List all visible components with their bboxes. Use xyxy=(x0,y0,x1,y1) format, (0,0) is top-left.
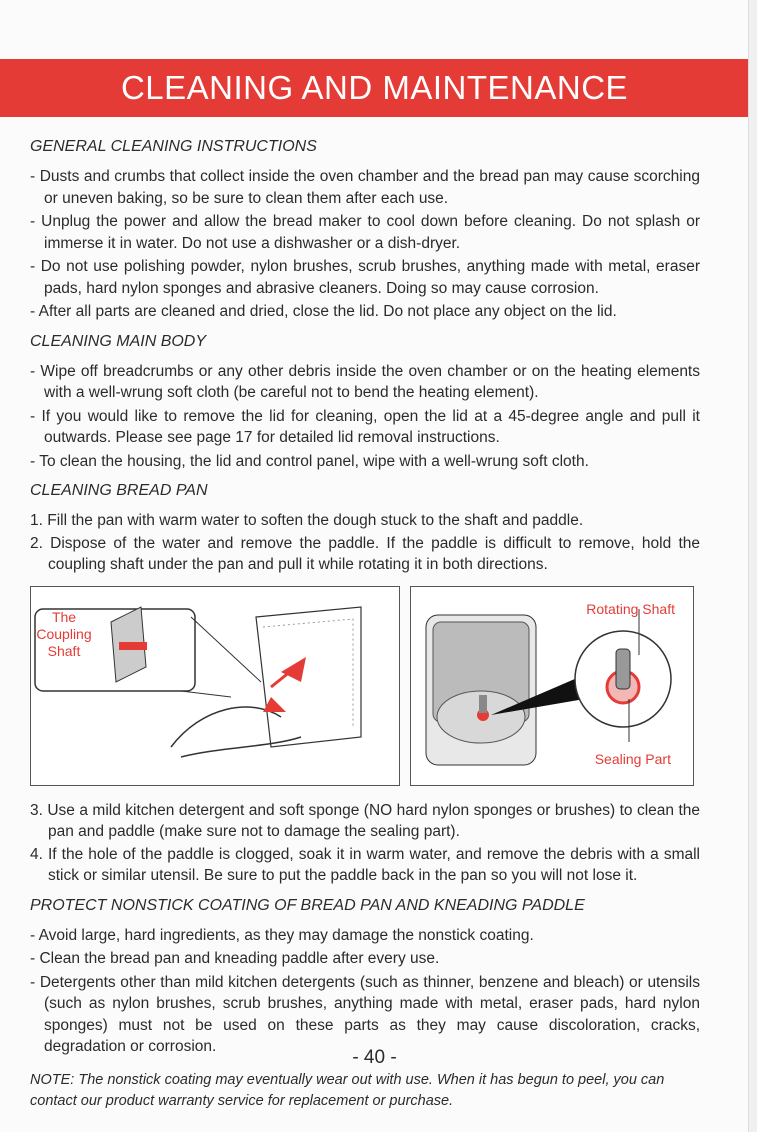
general-item-1: - Dusts and crumbs that collect inside the oven chamber and the bread pan may cause scorching or uneven baking, so be sure to clean them after each use. xyxy=(30,168,700,207)
figure-remove-paddle xyxy=(30,586,400,786)
heading-protect-nonstick: PROTECT NONSTICK COATING OF BREAD PAN AND KNEADING PADDLE xyxy=(30,896,585,914)
coupling-shaft-label: The Coupling Shaft xyxy=(36,608,92,659)
heading-bread-pan: CLEANING BREAD PAN xyxy=(30,482,208,499)
page-number: - 40 - xyxy=(352,1047,397,1068)
general-item-2: - Unplug the power and allow the bread maker to cool down before cleaning. Do not splash or immerse it in water. Do not use a dishwasher or a dish-dryer. xyxy=(30,213,700,252)
note-text: NOTE: The nonstick coating may eventually wear out with use. When it has begun to peel, you can contact our product warranty service for replacement or purchase. xyxy=(30,1071,665,1109)
bread-pan-step-4: 4. If the hole of the paddle is clogged, soak it in warm water, and remove the debris with a small stick or similar utensil. Be sure to put the paddle back in the pan so you will not lose it. xyxy=(30,845,700,884)
main-body-item-1: - Wipe off breadcrumbs or any other debris inside the oven chamber or on the heating elements with a well-wrung soft cloth (be careful not to bend the heating element). xyxy=(30,362,700,401)
figure-pan-shaft xyxy=(410,586,694,786)
main-body-item-2: - If you would like to remove the lid for cleaning, open the lid at a 45-degree angle and pull it outwards. Please see page 17 for detailed lid removal instructions. xyxy=(30,407,700,446)
heading-general: GENERAL CLEANING INSTRUCTIONS xyxy=(30,138,317,155)
general-item-4: - After all parts are cleaned and dried, close the lid. Do not place any object on the lid. xyxy=(30,303,617,320)
bread-pan-step-2: 2. Dispose of the water and remove the paddle. If the paddle is difficult to remove, hold the coupling shaft under the pan and pull it while rotating it in both directions. xyxy=(30,534,700,573)
protect-item-1: - Avoid large, hard ingredients, as they may damage the nonstick coating. xyxy=(30,926,534,944)
heading-main-body: CLEANING MAIN BODY xyxy=(30,332,207,350)
bread-pan-step-1: 1. Fill the pan with warm water to soften the dough stuck to the shaft and paddle. xyxy=(30,512,584,529)
general-item-3: - Do not use polishing powder, nylon brushes, scrub brushes, anything made with metal, eraser pads, hard nylon sponges and abrasive cleaners. Doing so may cause corrosion. xyxy=(30,258,700,297)
page-content xyxy=(30,138,700,1112)
protect-item-2: - Clean the bread pan and kneading paddle after every use. xyxy=(30,950,440,967)
rotating-shaft-label: Rotating Shaft xyxy=(586,600,675,617)
protect-item-3: - Detergents other than mild kitchen detergents (such as thinner, benzene and bleach) or utensils (such as nylon brushes, scrub brushes, anything made with metal, eraser pads, hard nylon sponges) must not be used on these parts as they may cause discoloration, cracks, degradation or corrosion. xyxy=(30,973,700,1055)
page-edge xyxy=(748,0,757,1132)
main-body-item-3: - To clean the housing, the lid and control panel, wipe with a well-wrung soft cloth. xyxy=(30,452,589,470)
bread-pan-step-3: 3. Use a mild kitchen detergent and soft sponge (NO hard nylon sponges or brushes) to clean the pan and paddle (make sure not to damage the sealing part). xyxy=(30,801,700,840)
section-title-banner: CLEANING AND MAINTENANCE xyxy=(0,59,749,117)
illustrations xyxy=(30,586,700,786)
sealing-part-label: Sealing Part xyxy=(594,750,671,767)
